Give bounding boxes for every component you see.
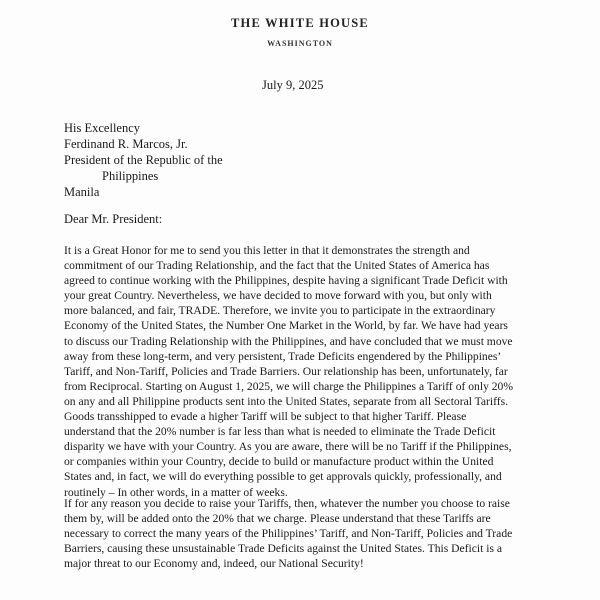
paragraph-line: your great Country. Nevertheless, we have decided to move forward with you, but only with	[64, 289, 492, 303]
paragraph-line: to discuss our Trading Relationship with the Philippines, and have concluded that we must move	[64, 334, 513, 348]
paragraph-line: necessary to correct the many years of the Philippines’ Tariff, and Non-Tariff, Policies and Trade	[64, 527, 513, 541]
address-line: Manila	[64, 185, 100, 199]
address-line: Philippines	[102, 169, 159, 183]
paragraph-line: from Reciprocal. Starting on August 1, 2025, we will charge the Philippines a Tariff of only 20%	[64, 379, 514, 393]
paragraph-line: routinely – In other words, in a matter of weeks.	[64, 485, 288, 499]
paragraph-line: commitment of our Trading Relationship, and the fact that the United States of America has	[64, 259, 490, 273]
letterhead-subtitle: WASHINGTON	[267, 39, 333, 48]
paragraph-line: disparity we have with your Country. As you are aware, there will be no Tariff if the Philippines,	[64, 440, 512, 454]
letterhead	[0, 16, 600, 48]
body-paragraph-1	[64, 243, 584, 500]
paragraph-line: them by, will be added onto the 20% that we charge. Please understand that these Tariffs are	[64, 512, 491, 526]
address-line: President of the Republic of the	[64, 153, 223, 167]
paragraph-line: on any and all Philippine products sent into the United States, separate from all Sectoral Tariffs.	[64, 394, 509, 408]
paragraph-line: Barriers, causing these unsustainable Trade Deficits against the United States. This Deficit is a	[64, 542, 502, 556]
paragraph-line: It is a Great Honor for me to send you this letter in that it demonstrates the strength and	[64, 244, 470, 257]
letterhead-title: THE WHITE HOUSE	[231, 16, 369, 30]
letter-date: July 9, 2025	[262, 78, 324, 92]
paragraph-line: Tariff, and Non-Tariff, Policies and Trade Barriers. Our relationship has been, unfortunately, far	[64, 364, 508, 378]
address-line: His Excellency	[64, 121, 141, 135]
paragraph-line: more balanced, and fair, TRADE. Therefore, we invite you to participate in the extraordinary	[64, 304, 496, 318]
paragraph-line: major threat to our Economy and, indeed, our National Security!	[64, 557, 364, 571]
address-line: Ferdinand R. Marcos, Jr.	[64, 137, 188, 151]
paragraph-line: away from these long-term, and very persistent, Trade Deficits engendered by the Philippines’	[64, 349, 502, 363]
paragraph-line: agreed to continue working with the Philippines, despite having a significant Trade Deficit with	[64, 274, 508, 288]
paragraph-line: Goods transshipped to evade a higher Tariff will be subject to that higher Tariff. Please	[64, 410, 467, 424]
salutation: Dear Mr. President:	[64, 212, 163, 226]
paragraph-line: States and, in fact, we will do everything possible to get approvals quickly, professionally, and	[64, 470, 502, 484]
body-paragraph-2	[64, 496, 584, 571]
paragraph-line: Economy of the United States, the Number One Market in the World, by far. We have had years	[64, 319, 508, 333]
paragraph-line: understand that the 20% number is far less than what is needed to eliminate the Trade Deficit	[64, 425, 496, 439]
recipient-address	[64, 120, 223, 200]
paragraph-line: or companies within your Country, decide to build or manufacture product within the United	[64, 455, 494, 469]
paragraph-line: If for any reason you decide to raise your Tariffs, then, whatever the number you choose to raise	[64, 497, 510, 510]
